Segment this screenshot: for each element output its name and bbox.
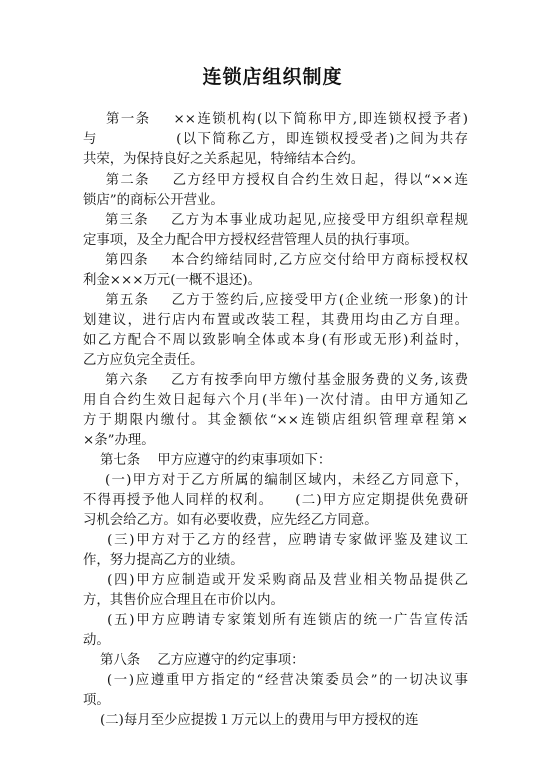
text-line: (四)甲方应制造或开发采购商品及营业相关物品提供乙 (83, 573, 468, 588)
text-line: (一)甲方对于乙方所属的编制区域内，未经乙方同意下， (83, 473, 468, 488)
text-line: 第五条 乙方于签约后,应接受甲方(企业统一形象)的计 (83, 293, 468, 308)
text-line: 第八条 乙方应遵守的约定事项： (83, 653, 305, 668)
text-line: 乙方应负完全责任。 (83, 353, 204, 368)
text-line: 定事项，及全力配合甲方授权经营管理人员的执行事项。 (83, 233, 418, 248)
text-line: (五)甲方应聘请专家策划所有连锁店的统一广告宣传活 (83, 613, 468, 628)
text-line: 作，努力提高乙方的业绩。 (83, 553, 244, 568)
text-line: 方于期限内缴付。其金额依“××连锁店组织管理章程第× (83, 413, 468, 428)
text-line: 共荣，为保持良好之关系起见，特缔结本合约。 (83, 152, 365, 167)
text-line: 用自合约生效日起每六个月(半年)一次付清。由甲方通知乙 (83, 393, 468, 408)
text-line: 第二条 乙方经甲方授权自合约生效日起，得以“××连 (83, 173, 468, 188)
text-line: (三)甲方对于乙方的经营，应聘请专家做评鉴及建议工 (83, 533, 468, 548)
text-line: (二)每月至少应提拨１万元以上的费用与甲方授权的连 (83, 713, 419, 728)
text-line: 第七条 甲方应遵守的约束事项如下： (83, 453, 332, 468)
text-line: ×条”办理。 (83, 433, 155, 448)
text-line: 第三条 乙方为本事业成功起见,应接受甲方组织章程规 (83, 213, 468, 228)
text-line: 习机会给乙方。如有必要收费，应先经乙方同意。 (83, 513, 378, 528)
text-line: 如乙方配合不周以致影响全体或本身(有形或无形)利益时， (83, 333, 468, 348)
text-line: 不得再授予他人同样的权利。 (二)甲方应定期提供免费研 (83, 493, 468, 508)
text-line: 动。 (83, 633, 110, 648)
text-line: 项。 (83, 693, 110, 708)
text-line: (一)应遵重甲方指定的“经营决策委员会”的一切决议事 (83, 673, 468, 688)
text-line: 划建议，进行店内布置或改装工程，其费用均由乙方自理。 (83, 313, 468, 328)
text-line: 第六条 乙方有按季向甲方缴付基金服务费的义务,该费 (83, 373, 468, 388)
text-line: 第一条 ××连锁机构(以下简称甲方,即连锁权授予者) (83, 112, 468, 127)
text-line: 方，其售价应合理且在市价以内。 (83, 593, 284, 608)
text-line: 与 (以下简称乙方，即连锁权授受者)之间为共存 (83, 132, 468, 147)
text-line: 锁店”的商标公开营业。 (83, 193, 224, 208)
text-line: 利金×××万元(一概不退还)。 (83, 273, 262, 288)
document-title: 连锁店组织制度 (202, 66, 343, 88)
text-line: 第四条 本合约缔结同时,乙方应交付给甲方商标授权权 (83, 253, 468, 268)
